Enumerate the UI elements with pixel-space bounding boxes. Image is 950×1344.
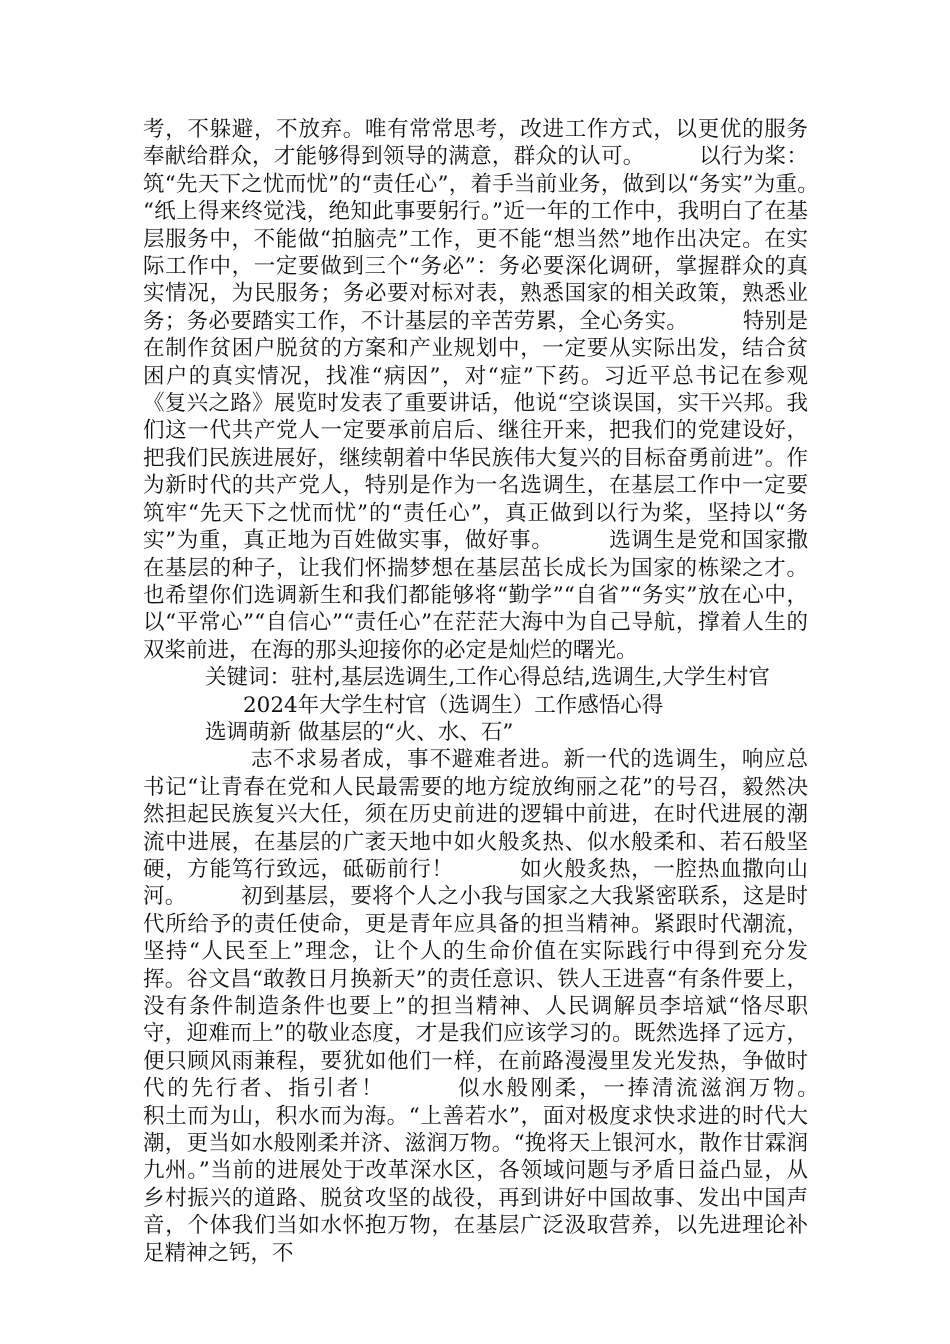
document-subtitle: 选调萌新 做基层的“火、水、石”	[205, 719, 514, 745]
document-page	[143, 116, 873, 1267]
keywords-line: 关键词：驻村,基层选调生,工作心得总结,选调生,大学生村官	[205, 665, 770, 691]
body-paragraph-2: 志不求易者成，事不避难者进。新一代的选调生，响应总书记“让青春在党和人民最需要的地方绽放绚丽之花”的号召，毅然决然担起民族复兴大任，须在历史前进的逻辑中前进，在时代进展的潮流中进展，在基层的广袤天地中如火般炙热、似水般柔和、若石般坚硬，方能笃行致远，砥砺前行！ 如火般炙热，一腔热血撒向山河。 初到基层，要将个人之小我与国家之大我紧密联系，这是时代所给予的责任使命，更是青年应具备的担当精神。紧跟时代潮流，坚持“人民至上”理念，让个人的生命价值在实际践行中得到充分发挥。谷文昌“敢教日月换新天”的责任意识、铁人王进喜“有条件要上，没有条件制造条件也要上”的担当精神、人民调解员李培斌“恪尽职守，迎难而上”的敬业态度，才是我们应该学习的。既然选择了远方，便只顾风雨兼程，要犹如他们一样，在前路漫漫里发光发热，争做时代的先行者、指引者！ 似水般刚柔，一捧清流滋润万物。 积土而为山，积水而为海。“上善若水”，面对极度求快求进的时代大潮，更当如水般刚柔并济、滋润万物。“挽将天上银河水，散作甘霖润九州。”当前的进展处于改革深水区，各领域问题与矛盾日益凸显，从乡村振兴的道路、脱贫攻坚的战役，再到讲好中国故事、发出中国声音，个体我们当如水怀抱万物，在基层广泛汲取营养，以先进理论补足精神之钙，不	[143, 747, 873, 1266]
document-title: 2024年大学生村官（选调生）工作感悟心得	[243, 692, 664, 718]
body-paragraph-1: 考，不躲避，不放弃。唯有常常思考，改进工作方式，以更优的服务奉献给群众，才能够得到领导的满意，群众的认可。 以行为桨：筑“先天下之忧而忧”的“责任心”，着手当前业务，做到以“务实”为重。 “纸上得来终觉浅，绝知此事要躬行。”近一年的工作中，我明白了在基层服务中，不能做“拍脑壳”工作，更不能“想当然”地作出决定。在实际工作中，一定要做到三个“务必”：务必要深化调研，掌握群众的真实情况，为民服务；务必要对标对表，熟悉国家的相关政策，熟悉业务；务必要踏实工作，不计基层的辛苦劳累，全心务实。 特别是在制作贫困户脱贫的方案和产业规划中，一定要从实际出发，结合贫困户的真实情况，找准“病因”，对“症”下药。习近平总书记在参观《复兴之路》展览时发表了重要讲话，他说“空谈误国，实干兴邦。我们这一代共产党人一定要承前启后、继往开来，把我们的党建设好，把我们民族进展好，继续朝着中华民族伟大复兴的目标奋勇前进”。作为新时代的共产党人，特别是作为一名选调生，在基层工作中一定要筑牢“先天下之忧而忧”的“责任心”，真正做到以行为桨，坚持以“务实”为重，真正地为百姓做实事，做好事。 选调生是党和国家撒在基层的种子，让我们怀揣梦想在基层茁长成长为国家的栋梁之才。也希望你们选调新生和我们都能够将“勤学”“自省”“务实”放在心中，以“平常心”“自信心”“责任心”在茫茫大海中为自己导航，撑着人生的双桨前进，在海的那头迎接你的必定是灿烂的曙光。	[143, 117, 873, 663]
